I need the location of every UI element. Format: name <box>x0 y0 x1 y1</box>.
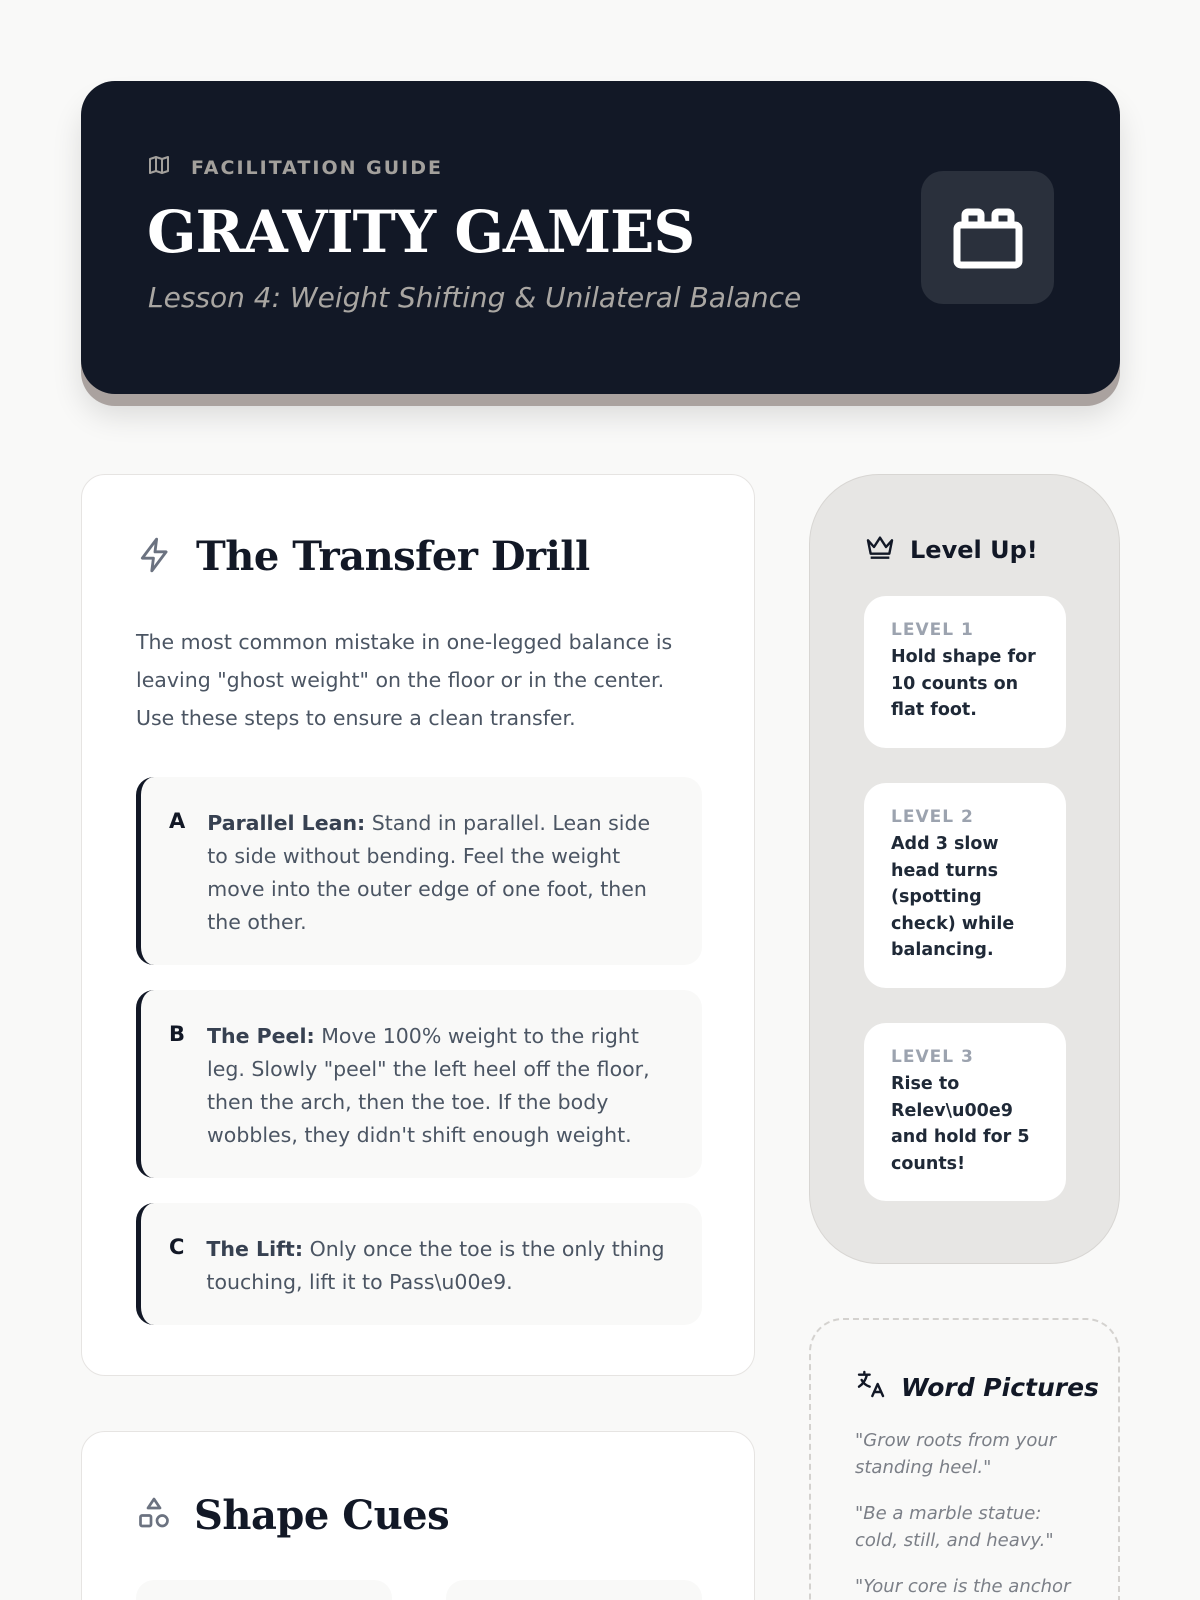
level-tag: LEVEL 3 <box>891 1047 974 1067</box>
level-text: Rise to Relev\u00e9 and hold for 5 counts! <box>891 1074 1030 1174</box>
page-subtitle: Lesson 4: Weight Shifting & Unilateral Balance <box>148 281 802 314</box>
lego-brick-icon <box>921 171 1054 304</box>
step-text <box>207 1020 676 1152</box>
transfer-drill-header <box>136 533 590 580</box>
transfer-drill-card <box>81 474 755 1376</box>
lightning-icon <box>136 535 174 579</box>
level-card <box>864 783 1066 988</box>
step-label: Parallel Lean: <box>207 811 366 835</box>
transfer-drill-title: The Transfer Drill <box>196 533 590 580</box>
word-pictures-title: Word Pictures <box>901 1372 1099 1402</box>
step-body: Move 100% weight to the right leg. Slowly "peel" the left heel off the floor, then the arch, then the toe. If the body wobbles, they didn't shift enough weight. <box>207 1024 650 1147</box>
level-tag: LEVEL 2 <box>891 807 974 827</box>
word-picture-quote: "Your core is the anchor <box>855 1576 1071 1597</box>
level-card <box>864 1023 1066 1201</box>
shape-cues-title: Shape Cues <box>194 1492 450 1539</box>
shape-cues-card <box>81 1431 755 1600</box>
step-label: The Peel: <box>207 1024 315 1048</box>
level-text: Hold shape for 10 counts on flat foot. <box>891 647 1036 720</box>
level-card <box>864 596 1066 748</box>
step-letter: C <box>169 1235 185 1259</box>
step-letter: A <box>169 809 186 833</box>
page-title: GRAVITY GAMES <box>147 198 695 266</box>
shape-cue-item <box>446 1580 702 1600</box>
step-text <box>207 807 676 939</box>
level-up-panel <box>809 474 1120 1264</box>
step-body: Only once the toe is the only thing touching, lift it to Pass\u00e9. <box>206 1237 665 1294</box>
word-picture-quote: "Grow roots from your standing heel." <box>855 1430 1057 1478</box>
crown-icon <box>864 533 896 567</box>
transfer-drill-intro: The most common mistake in one-legged balance is leaving "ghost weight" on the floor or in the center. Use these steps to ensure a clean transfer. <box>136 630 673 730</box>
map-icon <box>147 153 171 182</box>
step-letter: B <box>169 1022 186 1046</box>
shapes-icon <box>136 1496 172 1536</box>
hero-banner <box>81 81 1120 394</box>
hero-eyebrow-label: FACILITATION GUIDE <box>191 156 443 179</box>
word-pictures-panel <box>809 1318 1120 1600</box>
level-text: Add 3 slow head turns (spotting check) while balancing. <box>891 834 1015 960</box>
shape-cue-list <box>136 1580 702 1600</box>
hero-eyebrow <box>147 153 443 182</box>
word-pictures-list <box>855 1428 1085 1600</box>
translate-icon <box>855 1368 887 1406</box>
step-label: The Lift: <box>206 1237 304 1261</box>
step-body: Stand in parallel. Lean side to side without bending. Feel the weight move into the outer edge of one foot, then the other. <box>207 811 651 934</box>
shape-cue-item <box>136 1580 392 1600</box>
word-picture-quote: "Be a marble statue: cold, still, and heavy." <box>855 1503 1054 1551</box>
word-pictures-header <box>855 1368 1099 1406</box>
step-text <box>206 1233 676 1299</box>
level-up-title: Level Up! <box>910 536 1038 564</box>
step-c <box>136 1203 702 1325</box>
step-b <box>136 990 702 1178</box>
shape-cues-header <box>136 1492 449 1539</box>
step-a <box>136 777 702 965</box>
level-up-header <box>864 533 1038 567</box>
level-tag: LEVEL 1 <box>891 620 974 640</box>
